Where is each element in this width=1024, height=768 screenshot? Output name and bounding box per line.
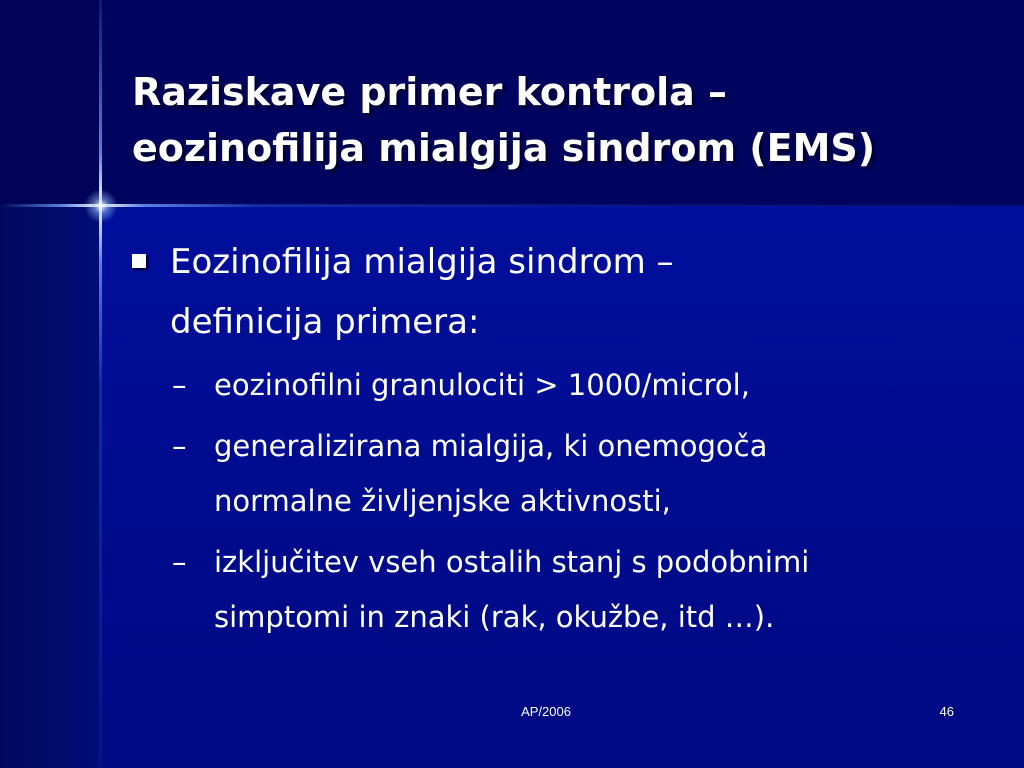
dash-marker: – [172, 545, 187, 579]
sub-bullet-text-line: izključitev vseh ostalih stanj s podobnimi [214, 545, 810, 579]
sub-bullet-text-line: generalizirana mialgija, ki onemogoča [214, 429, 768, 463]
slide-title-line: Raziskave primer kontrola – [132, 70, 727, 114]
bullet-item [130, 232, 990, 352]
sub-bullet-item [172, 358, 990, 413]
sub-bullet-text-line: simptomi in znaki (rak, okužbe, itd …). [214, 600, 775, 634]
vertical-accent-line [99, 0, 102, 768]
bullet-text-line: Eozinofilija mialgija sindrom – [170, 242, 674, 282]
sub-bullet-text [214, 419, 990, 529]
sub-bullet-text [214, 535, 990, 645]
bullet-text-line: definicija primera: [170, 302, 480, 342]
sub-bullet-item [172, 535, 990, 645]
square-bullet-icon [132, 254, 146, 268]
bullet-text [170, 232, 990, 352]
sub-bullet-text-line: eozinofilni granulociti > 1000/microl, [214, 368, 750, 402]
dash-marker: – [172, 429, 187, 463]
horizontal-accent-line [0, 204, 1024, 207]
sparkle-glow-icon [84, 189, 118, 223]
slide-title-line: eozinofilija mialgija sindrom (EMS) [132, 126, 876, 170]
slide-title [132, 64, 992, 176]
sub-bullet-text [214, 358, 990, 413]
dash-marker: – [172, 368, 187, 402]
slide-content [130, 232, 990, 651]
left-band-top [0, 0, 100, 206]
sub-bullet-text-line: normalne življenjske aktivnosti, [214, 484, 671, 518]
sub-bullet-list [130, 358, 990, 645]
footer-author-date: AP/2006 [521, 704, 571, 719]
slide-number: 46 [939, 704, 954, 719]
sub-bullet-item [172, 419, 990, 529]
